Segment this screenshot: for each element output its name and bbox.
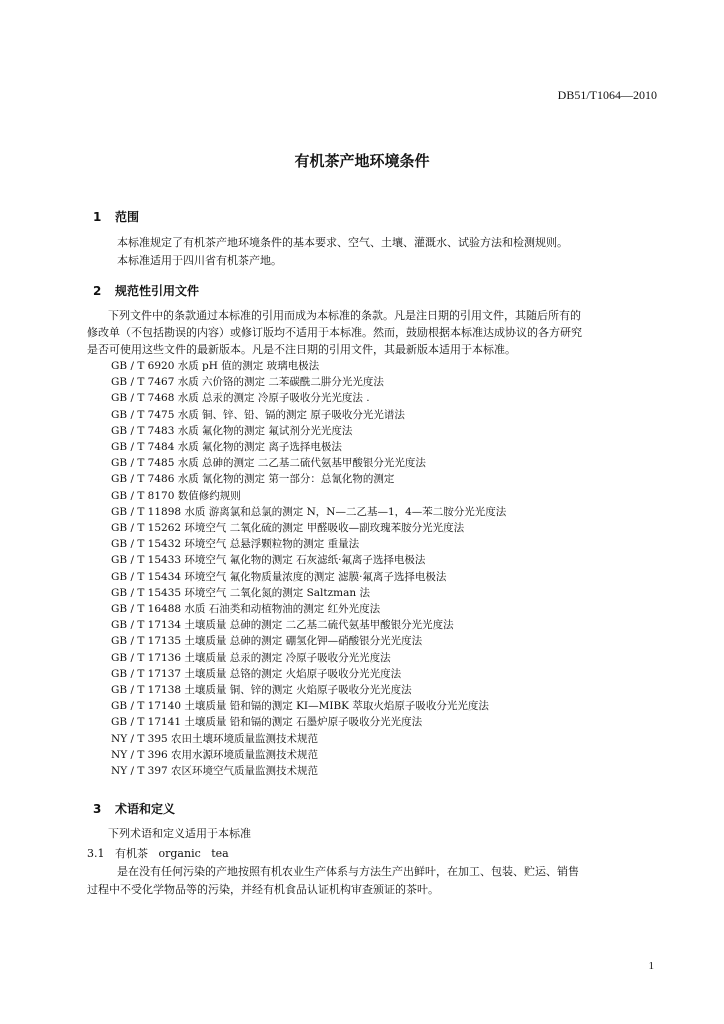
reference-item: GB / T 17137 土壤质量 总铬的测定 火焰原子吸收分光光度法 — [111, 667, 402, 680]
reference-item: GB / T 6920 水质 pH 值的测定 玻璃电极法 — [111, 360, 320, 372]
reference-item: GB / T 17140 土壤质量 铅和镉的测定 KI—MIBK 萃取火焰原子吸收分光光度法 — [111, 700, 489, 713]
reference-item: GB / T 7467 水质 六价铬的测定 二苯碳酰二肼分光光度法 — [111, 376, 384, 389]
reference-item: GB / T 15435 环境空气 二氧化氮的测定 Saltzman 法 — [111, 586, 370, 599]
section-3-number: 3 — [93, 802, 102, 816]
reference-item: GB / T 7486 水质 氰化物的测定 第一部分：总氰化物的测定 — [111, 473, 395, 486]
reference-item: GB / T 17136 土壤质量 总汞的测定 冷原子吸收分光光度法 — [111, 651, 391, 664]
reference-item: GB / T 15432 环境空气 总悬浮颗粒物的测定 重量法 — [111, 538, 360, 551]
reference-item: GB / T 17138 土壤质量 铜、锌的测定 火焰原子吸收分光光度法 — [111, 684, 412, 697]
section-1-heading — [93, 208, 139, 225]
reference-item: GB / T 8170 数值修约规则 — [111, 489, 241, 502]
section-2-title: 规范性引用文件 — [115, 284, 200, 298]
term-english: organic tea — [158, 847, 229, 860]
term-definition-line-2: 过程中不受化学物品等的污染，并经有机食品认证机构审查颁证的茶叶。 — [87, 883, 439, 896]
section-2-number: 2 — [93, 284, 102, 298]
reference-item: GB / T 17141 土壤质量 铅和镉的测定 石墨炉原子吸收分光光度法 — [111, 716, 423, 729]
reference-item: NY / T 395 农田土壤环境质量监测技术规范 — [111, 732, 319, 745]
section-2-intro-line-1: 下列文件中的条款通过本标准的引用而成为本标准的条款。凡是注日期的引用文件，其随后所有的 — [108, 309, 581, 322]
reference-item: GB / T 15434 环境空气 氟化物质量浓度的测定 滤膜·氟离子选择电极法 — [111, 570, 447, 583]
term-chinese: 有机茶 — [115, 847, 148, 860]
reference-item: GB / T 11898 水质 游离氯和总氯的测定 N，N—二乙基—1，4—苯二胺分光光度法 — [111, 505, 507, 518]
term-definition-line-1: 是在没有任何污染的产地按照有机农业生产体系与方法生产出鲜叶，在加工、包装、贮运、销售 — [117, 865, 579, 878]
reference-item: NY / T 396 农用水源环境质量监测技术规范 — [111, 748, 319, 761]
reference-item: GB / T 7484 水质 氟化物的测定 离子选择电极法 — [111, 441, 342, 454]
section-2-intro-line-3: 是否可使用这些文件的最新版本。凡是不注日期的引用文件，其最新版本适用于本标准。 — [87, 343, 516, 356]
term-3-1 — [87, 846, 229, 862]
document-code: DB51/T1064—2010 — [557, 88, 657, 102]
section-1-paragraph-1: 本标准规定了有机茶产地环境条件的基本要求、空气、土壤、灌溉水、试验方法和检测规则。 — [117, 236, 568, 249]
term-number: 3.1 — [87, 847, 105, 860]
reference-item: GB / T 16488 水质 石油类和动植物油的测定 红外光度法 — [111, 603, 381, 616]
reference-item: NY / T 397 农区环境空气质量监测技术规范 — [111, 765, 319, 778]
reference-item: GB / T 17135 土壤质量 总砷的测定 硼氢化钾—硝酸银分光光度法 — [111, 635, 423, 648]
section-3-intro: 下列术语和定义适用于本标准 — [108, 827, 251, 840]
section-3-title: 术语和定义 — [115, 802, 176, 816]
section-1-number: 1 — [93, 210, 102, 224]
document-title: 有机茶产地环境条件 — [294, 152, 430, 170]
reference-item: GB / T 17134 土壤质量 总砷的测定 二乙基二硫代氨基甲酸银分光光度法 — [111, 619, 454, 632]
section-1-title: 范围 — [115, 210, 140, 224]
page-number: 1 — [648, 960, 654, 972]
reference-item: GB / T 7475 水质 铜、锌、铅、镉的测定 原子吸收分光光谱法 — [111, 408, 405, 421]
section-2-intro-line-2: 修改单（不包括勘误的内容）或修订版均不适用于本标准。然而，鼓励根据本标准达成协议的各方研究 — [87, 326, 582, 339]
section-2-heading — [93, 282, 199, 299]
reference-item: GB / T 7485 水质 总砷的测定 二乙基二硫代氨基甲酸银分光光度法 — [111, 457, 426, 470]
section-1-paragraph-2: 本标准适用于四川省有机茶产地。 — [117, 254, 282, 267]
reference-item: GB / T 7468 水质 总汞的测定 冷原子吸收分光光度法 . — [111, 392, 370, 405]
reference-list — [111, 358, 506, 779]
reference-item: GB / T 7483 水质 氟化物的测定 氟试剂分光光度法 — [111, 424, 353, 437]
reference-item: GB / T 15433 环境空气 氟化物的测定 石灰滤纸·氟离子选择电极法 — [111, 554, 426, 567]
section-3-heading — [93, 800, 175, 817]
reference-item: GB / T 15262 环境空气 二氧化硫的测定 甲醛吸收—副玫瑰苯胺分光光度法 — [111, 522, 465, 535]
